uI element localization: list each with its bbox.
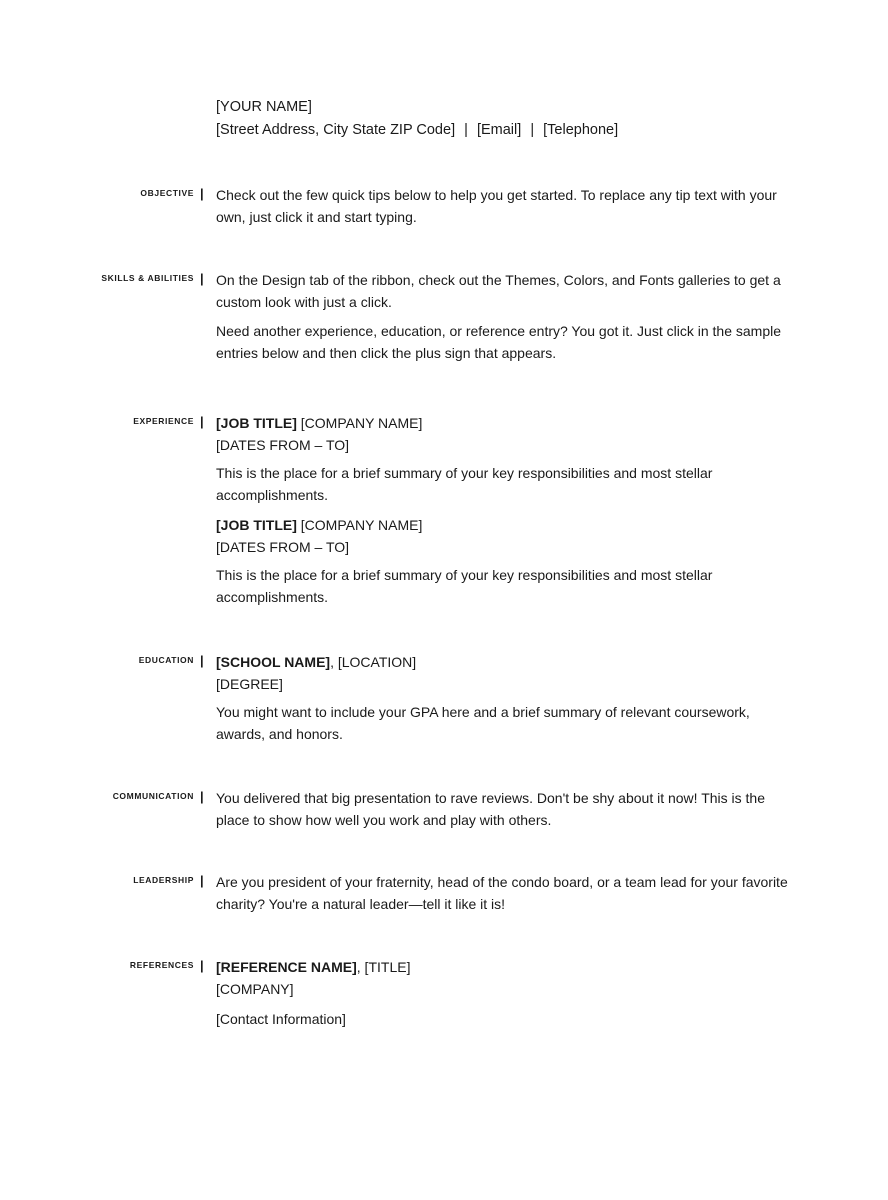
street-address[interactable]: [Street Address, City State ZIP Code] — [216, 122, 456, 138]
objective-text[interactable]: Check out the few quick tips below to help you get started. To replace any tip text with your own, just click it and start typing. — [216, 187, 777, 225]
communication-text[interactable]: You delivered that big presentation to rave reviews. Don't be shy about it now! This is the place to show how well you work and play with others. — [216, 790, 765, 828]
section-bar: | — [200, 414, 204, 429]
section-label-experience: EXPERIENCE — [133, 416, 194, 426]
section-bar: | — [200, 789, 204, 804]
education-text[interactable]: You might want to include your GPA here and a brief summary of relevant coursework, awards, and honors. — [216, 704, 750, 742]
section-bar: | — [200, 958, 204, 973]
reference-company[interactable]: [COMPANY] — [216, 981, 294, 997]
job-dates[interactable]: [DATES FROM – TO] — [216, 437, 350, 453]
separator: | — [530, 122, 535, 138]
school-location[interactable]: , [LOCATION] — [330, 654, 417, 670]
job-title[interactable]: [JOB TITLE] — [216, 415, 297, 431]
leadership-content — [216, 871, 796, 922]
job-summary[interactable]: This is the place for a brief summary of your key responsibilities and most stellar accomplishments. — [216, 567, 713, 605]
section-label-leadership: LEADERSHIP — [133, 875, 194, 885]
education-content — [216, 651, 796, 752]
reference-title[interactable]: , [TITLE] — [356, 959, 411, 975]
section-bar: | — [200, 271, 204, 286]
job-heading — [216, 412, 796, 434]
job-title[interactable]: [JOB TITLE] — [216, 517, 297, 533]
job-entry — [216, 412, 796, 506]
reference-name[interactable]: [REFERENCE NAME] — [216, 959, 357, 975]
section-label-education: EDUCATION — [138, 655, 194, 665]
job-heading — [216, 514, 796, 536]
objective-content — [216, 184, 796, 235]
section-label-objective: OBJECTIVE — [140, 188, 194, 198]
communication-content — [216, 787, 796, 838]
skills-content — [216, 269, 796, 371]
skills-paragraph-2[interactable]: Need another experience, education, or reference entry? You got it. Just click in the sample entries below and then click the plus sign that appears. — [216, 323, 782, 361]
leadership-text[interactable]: Are you president of your fraternity, head of the condo board, or a team lead for your favorite charity? You're a natural leader—tell it like it is! — [216, 874, 788, 912]
section-label-references: REFERENCES — [129, 960, 194, 970]
telephone[interactable]: [Telephone] — [543, 122, 619, 138]
skills-paragraph-1[interactable]: On the Design tab of the ribbon, check out the Themes, Colors, and Fonts galleries to get a custom look with just a click. — [216, 272, 781, 310]
reference-contact[interactable]: [Contact Information] — [216, 1011, 346, 1027]
degree[interactable]: [DEGREE] — [216, 676, 283, 692]
job-summary[interactable]: This is the place for a brief summary of your key responsibilities and most stellar accomplishments. — [216, 465, 713, 503]
email[interactable]: [Email] — [476, 122, 522, 138]
separator: | — [464, 122, 468, 138]
school-heading — [216, 651, 796, 673]
section-label-skills: SKILLS & ABILITIES — [101, 273, 194, 283]
section-bar: | — [200, 186, 204, 201]
job-dates[interactable]: [DATES FROM – TO] — [216, 539, 350, 555]
your-name[interactable]: [YOUR NAME] — [216, 99, 312, 115]
section-bar: | — [200, 873, 204, 888]
company-name[interactable]: [COMPANY NAME] — [300, 415, 423, 431]
references-content — [216, 956, 796, 1030]
section-label-communication: COMMUNICATION — [112, 791, 194, 801]
company-name[interactable]: [COMPANY NAME] — [300, 517, 423, 533]
job-entry — [216, 514, 796, 608]
experience-content — [216, 412, 796, 615]
reference-heading — [216, 956, 796, 978]
school-name[interactable]: [SCHOOL NAME] — [216, 654, 331, 670]
section-bar: | — [200, 653, 204, 668]
resume-header — [216, 96, 618, 142]
contact-line — [216, 119, 618, 142]
